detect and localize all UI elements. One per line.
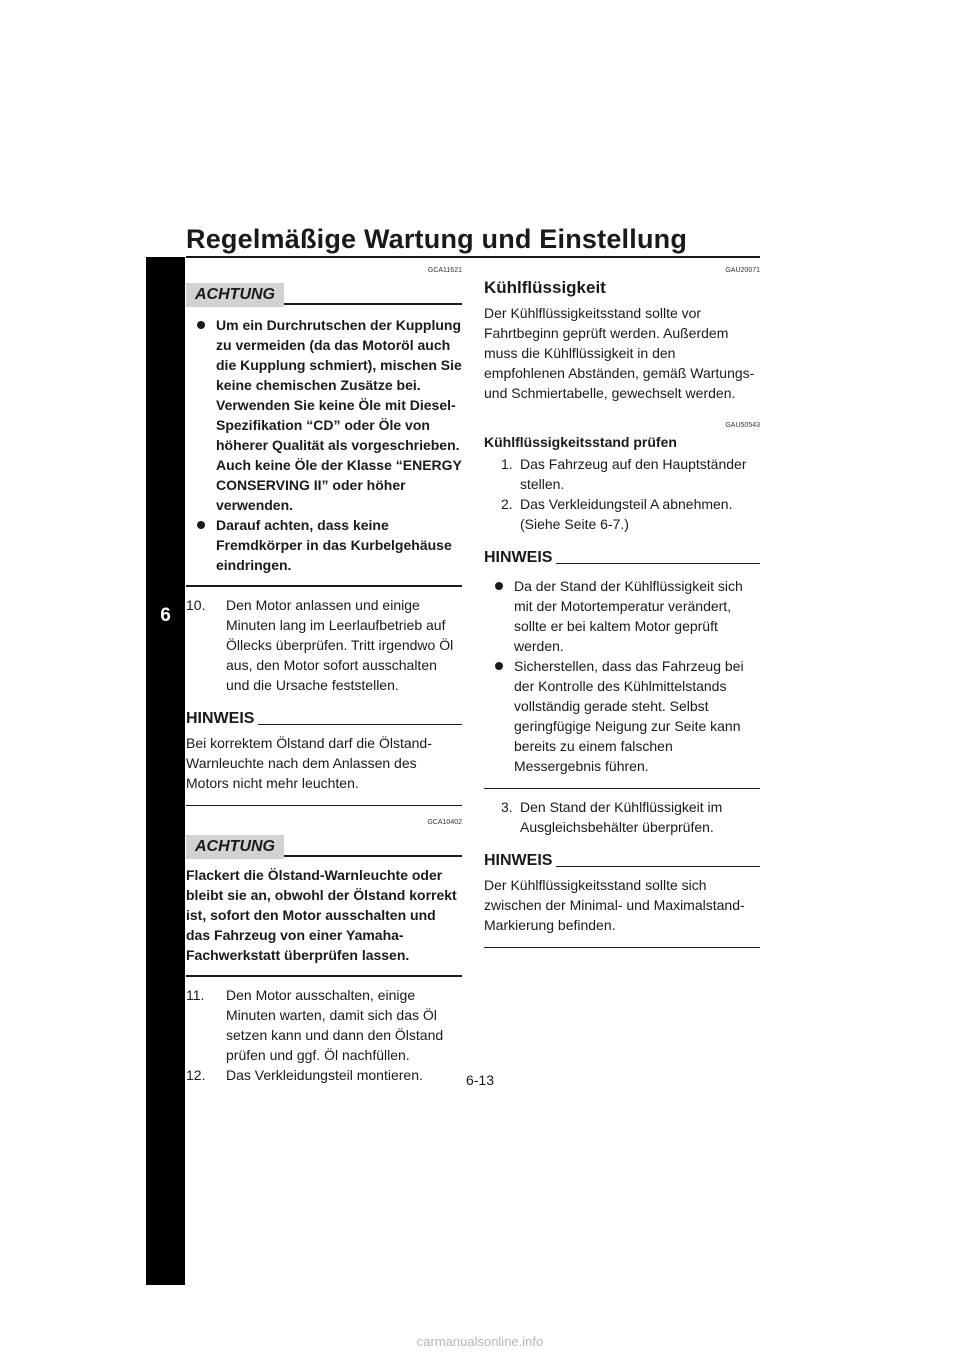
step-text: Das Verkleidungsteil montieren.: [226, 1067, 423, 1083]
reference-code: GAU50543: [725, 422, 760, 429]
step-number: 2.: [501, 496, 513, 512]
bullet-text: Da der Stand der Kühlflüssigkeit sich mit der Motortemperatur verändert, sollte er bei kaltem Motor geprüft werden.: [514, 578, 743, 654]
step-item: [186, 595, 462, 695]
step-number: 12.: [186, 1067, 206, 1083]
achtung-bullet-list: [186, 315, 462, 575]
chapter-tab: [146, 257, 185, 1285]
hinweis-rule: [556, 563, 760, 564]
subsection-title: Kühlflüssigkeitsstand prüfen: [484, 434, 677, 450]
step-number: 3.: [501, 799, 513, 815]
reference-code: GCA10402: [427, 819, 462, 826]
achtung-label: ACHTUNG: [186, 283, 284, 307]
reference-code: GAU20071: [725, 267, 760, 274]
step-number: 11.: [186, 987, 205, 1003]
step-text: Das Fahrzeug auf den Hauptständer stellen.: [520, 456, 747, 492]
hinweis-end-rule: [484, 788, 760, 789]
step-list: [484, 454, 760, 534]
step-list: [186, 595, 462, 695]
step-item: [484, 494, 760, 534]
chapter-number: 6: [160, 605, 171, 626]
bullet-text: Sicherstellen, dass das Fahrzeug bei der Kontrolle des Kühlmittelstands vollständig gerade steht. Selbst geringfügige Neigung zur Seite kann bereits zu einem falschen Messergebnis führen.: [514, 658, 744, 774]
bullet-item: [186, 515, 462, 575]
section-intro: Der Kühlflüssigkeitsstand sollte vor Fahrtbeginn geprüft werden. Außerdem muss die Kühlflüssigkeit in den empfohlenen Abständen, gemäß Wartungs- und Schmiertabelle, gewechselt werden.: [484, 305, 755, 401]
hinweis-box: [484, 851, 760, 948]
hinweis-rule: [258, 724, 462, 725]
bullet-item: [186, 315, 462, 515]
hinweis-text: Bei korrektem Ölstand darf die Ölstand-Warnleuchte nach dem Anlassen des Motors nicht mehr leuchten.: [186, 735, 432, 791]
hinweis-text: Der Kühlflüssigkeitsstand sollte sich zwischen der Minimal- und Maximalstand-Markierung befinden.: [484, 877, 745, 933]
bullet-dot-icon: [197, 321, 205, 329]
page-title: Regelmäßige Wartung und Einstellung: [186, 224, 688, 254]
bullet-item: [484, 576, 760, 656]
achtung-header: [186, 835, 462, 859]
step-text: Das Verkleidungsteil A abnehmen. (Siehe Seite 6-7.): [520, 496, 733, 532]
hinweis-label: HINWEIS: [484, 852, 553, 869]
bullet-dot-icon: [495, 662, 503, 670]
bullet-item: [484, 656, 760, 776]
hinweis-header: [186, 709, 462, 729]
step-item: [186, 985, 462, 1065]
bullet-text: Um ein Durchrutschen der Kupplung zu vermeiden (da das Motoröl auch die Kupplung schmiert), mischen Sie keine chemischen Zusätze bei. Verwenden Sie keine Öle mit Diesel-Spezifikation “CD” oder Öle von höherer Qualität als vorgeschrieben. Auch keine Öle der Klasse “ENERGY CONSERVING II” oder höher verwenden.: [216, 317, 462, 513]
step-text: Den Motor ausschalten, einige Minuten warten, damit sich das Öl setzen kann und dann den Ölstand prüfen und ggf. Öl nachfüllen.: [226, 987, 444, 1063]
step-text: Den Stand der Kühlflüssigkeit im Ausgleichsbehälter überprüfen.: [520, 799, 723, 835]
section-title: Kühlflüssigkeit: [484, 278, 606, 297]
step-item: [484, 797, 760, 837]
step-number: 10.: [186, 597, 206, 613]
step-list: [186, 985, 462, 1085]
hinweis-end-rule: [186, 805, 462, 806]
header-rule: [186, 256, 760, 258]
achtung-end-rule: [186, 585, 462, 587]
left-column: [186, 262, 462, 1085]
hinweis-box: [484, 548, 760, 789]
achtung-label: ACHTUNG: [186, 835, 284, 859]
reference-code: GCA11621: [427, 267, 462, 274]
hinweis-label: HINWEIS: [484, 549, 553, 566]
bullet-text: Darauf achten, dass keine Fremdkörper in das Kurbelgehäuse eindringen.: [216, 517, 452, 573]
watermark: carmanualsonline.info: [416, 1334, 544, 1349]
achtung-header: [186, 283, 462, 307]
step-list: [484, 797, 760, 837]
step-number: 1.: [501, 456, 513, 472]
achtung-end-rule: [186, 975, 462, 977]
achtung-text: Flackert die Ölstand-Warnleuchte oder bleibt sie an, obwohl der Ölstand korrekt ist, sofort den Motor ausschalten und das Fahrzeug von einer Yamaha-Fachwerkstatt überprüfen lassen.: [186, 867, 457, 963]
hinweis-box: [186, 709, 462, 806]
hinweis-bullet-list: [484, 576, 760, 776]
step-item: [484, 454, 760, 494]
step-text: Den Motor anlassen und einige Minuten lang im Leerlaufbetrieb auf Öllecks überprüfen. Tritt irgendwo Öl aus, den Motor sofort ausschalten und die Ursache feststellen.: [226, 597, 454, 693]
hinweis-end-rule: [484, 947, 760, 948]
hinweis-header: [484, 548, 760, 568]
page-number: 6-13: [465, 1072, 495, 1088]
bullet-dot-icon: [197, 521, 205, 529]
right-column: [484, 262, 760, 948]
bullet-dot-icon: [495, 582, 503, 590]
hinweis-rule: [556, 866, 760, 867]
achtung-box: [186, 835, 462, 977]
achtung-rule: [284, 303, 462, 305]
achtung-box: [186, 283, 462, 587]
hinweis-header: [484, 851, 760, 871]
hinweis-label: HINWEIS: [186, 710, 255, 727]
achtung-rule: [284, 855, 462, 857]
